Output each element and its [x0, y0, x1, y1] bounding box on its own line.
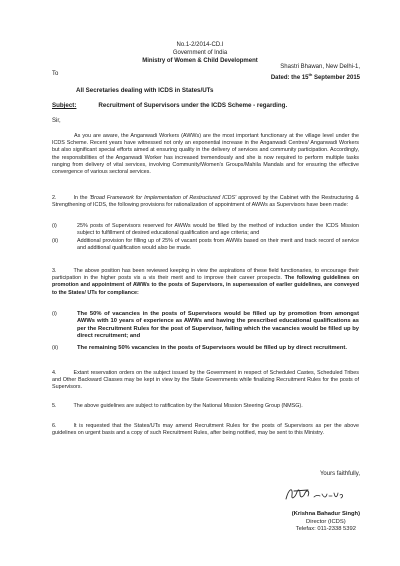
file-number: No.1-2/2014-CD.I — [176, 42, 224, 48]
address-place: Shastri Bhawan, New Delhi-1, — [280, 64, 360, 70]
signer-designation: Director (ICDS) — [306, 518, 346, 525]
salutation: Sir, — [52, 118, 61, 124]
letter-date: Dated: the 15th September 2015 — [270, 72, 360, 81]
signer-telefax: Telefax: 011-2338 5392 — [295, 526, 356, 533]
guideline-item-2: (ii) The remaining 50% vacancies in the posts of Supervisors would be filled up by direct recruitment. — [52, 345, 347, 351]
subject-text: Recruitment of Supervisors under the ICDS Scheme - regarding. — [98, 102, 288, 109]
closing: Yours faithfully, — [319, 471, 360, 477]
handwritten-signature — [280, 484, 352, 504]
guideline-item-1: (i) The 50% of vacancies in the posts of Supervisors would be filled up by promotion from amongst AWWs with 10 years of experience as AWWs and having the prescribed educational qualifications as per the Recruitment Rules for the post of Supervisor, failing which the vacancies would be filled up by direct recruitment; and — [52, 311, 359, 340]
government-name: Government of India — [172, 49, 228, 56]
paragraph-3: 3. The above position has been reviewed keeping in view the aspirations of these field functionaries, to encourage their participation in the higher posts vis a vis their merit and to improve their career prospects. The following guidelines on promotion and appointment of AWWs to the posts of Supervisors, in supersession of earlier guidelines, are conveyed to the States/ UTs for compliance: — [52, 268, 359, 296]
subject-label: Subject: — [52, 102, 77, 109]
addressee: All Secretaries dealing with ICDS in States/UTs — [76, 87, 214, 94]
ministry-name: Ministry of Women & Child Development — [142, 57, 258, 64]
letter-header — [0, 42, 400, 65]
paragraph-6: 6. It is requested that the States/UTs may amend Recruitment Rules for the posts of Supervisors as per the above guidelines on urgent basis and a copy of such Recruitment Rules, after being notified, may be sent to this Ministry. — [52, 423, 359, 437]
paragraph-1: As you are aware, the Anganwadi Workers (AWWs) are the most important functionary at the village level under the ICDS Scheme. Recent years have witnessed not only an exponential increase in the Anganwadi Centres/ Anganwadi Workers but also significant special efforts aimed at ensuring quality in the delivery of services and community participation. Accordingly, the responsibilities of the Anganwadi Worker has increased tremendously and she is now required to perform multiple tasks ranging from delivery of vital services, involving Community/Women's Groups/Mahila Mandals and for ensuring the effective convergence of various sectoral services. — [52, 133, 359, 176]
paragraph-5: 5. The above guidelines are subject to ratification by the National Mission Steering Group (NMSG). — [52, 403, 303, 409]
provision-item-1: (i) 25% posts of Supervisors reserved for AWWs would be filled by the method of induction under the ICDS Mission subject to fulfillment of desired educational qualification and age criteria; and — [52, 223, 359, 237]
subject-line — [52, 102, 287, 109]
paragraph-2: 2. In the 'Broad Framework for Implementation of Restructured ICDS' approved by the Cabinet with the Restructuring & Strengthening of ICDS, the following provisions for rationalization of appointment of AWWs as Supervisors have been made: — [52, 195, 359, 209]
signer-block — [292, 511, 360, 534]
sender-address — [271, 63, 360, 82]
paragraph-4: 4. Extant reservation orders on the subject issued by the Government in respect of Scheduled Castes, Scheduled Tribes and Other Backward Classes may be kept in view by the State Governments while finalizing Recruitment Rules for the posts of Supervisors. — [52, 370, 359, 391]
provision-item-2: (ii) Additional provision for filling up of 25% of vacant posts from AWWs based on their merit and track record of service and additional qualification would also be made. — [52, 238, 359, 252]
signer-name: (Krishna Bahadur Singh) — [291, 511, 360, 517]
to-label: To — [52, 71, 59, 77]
